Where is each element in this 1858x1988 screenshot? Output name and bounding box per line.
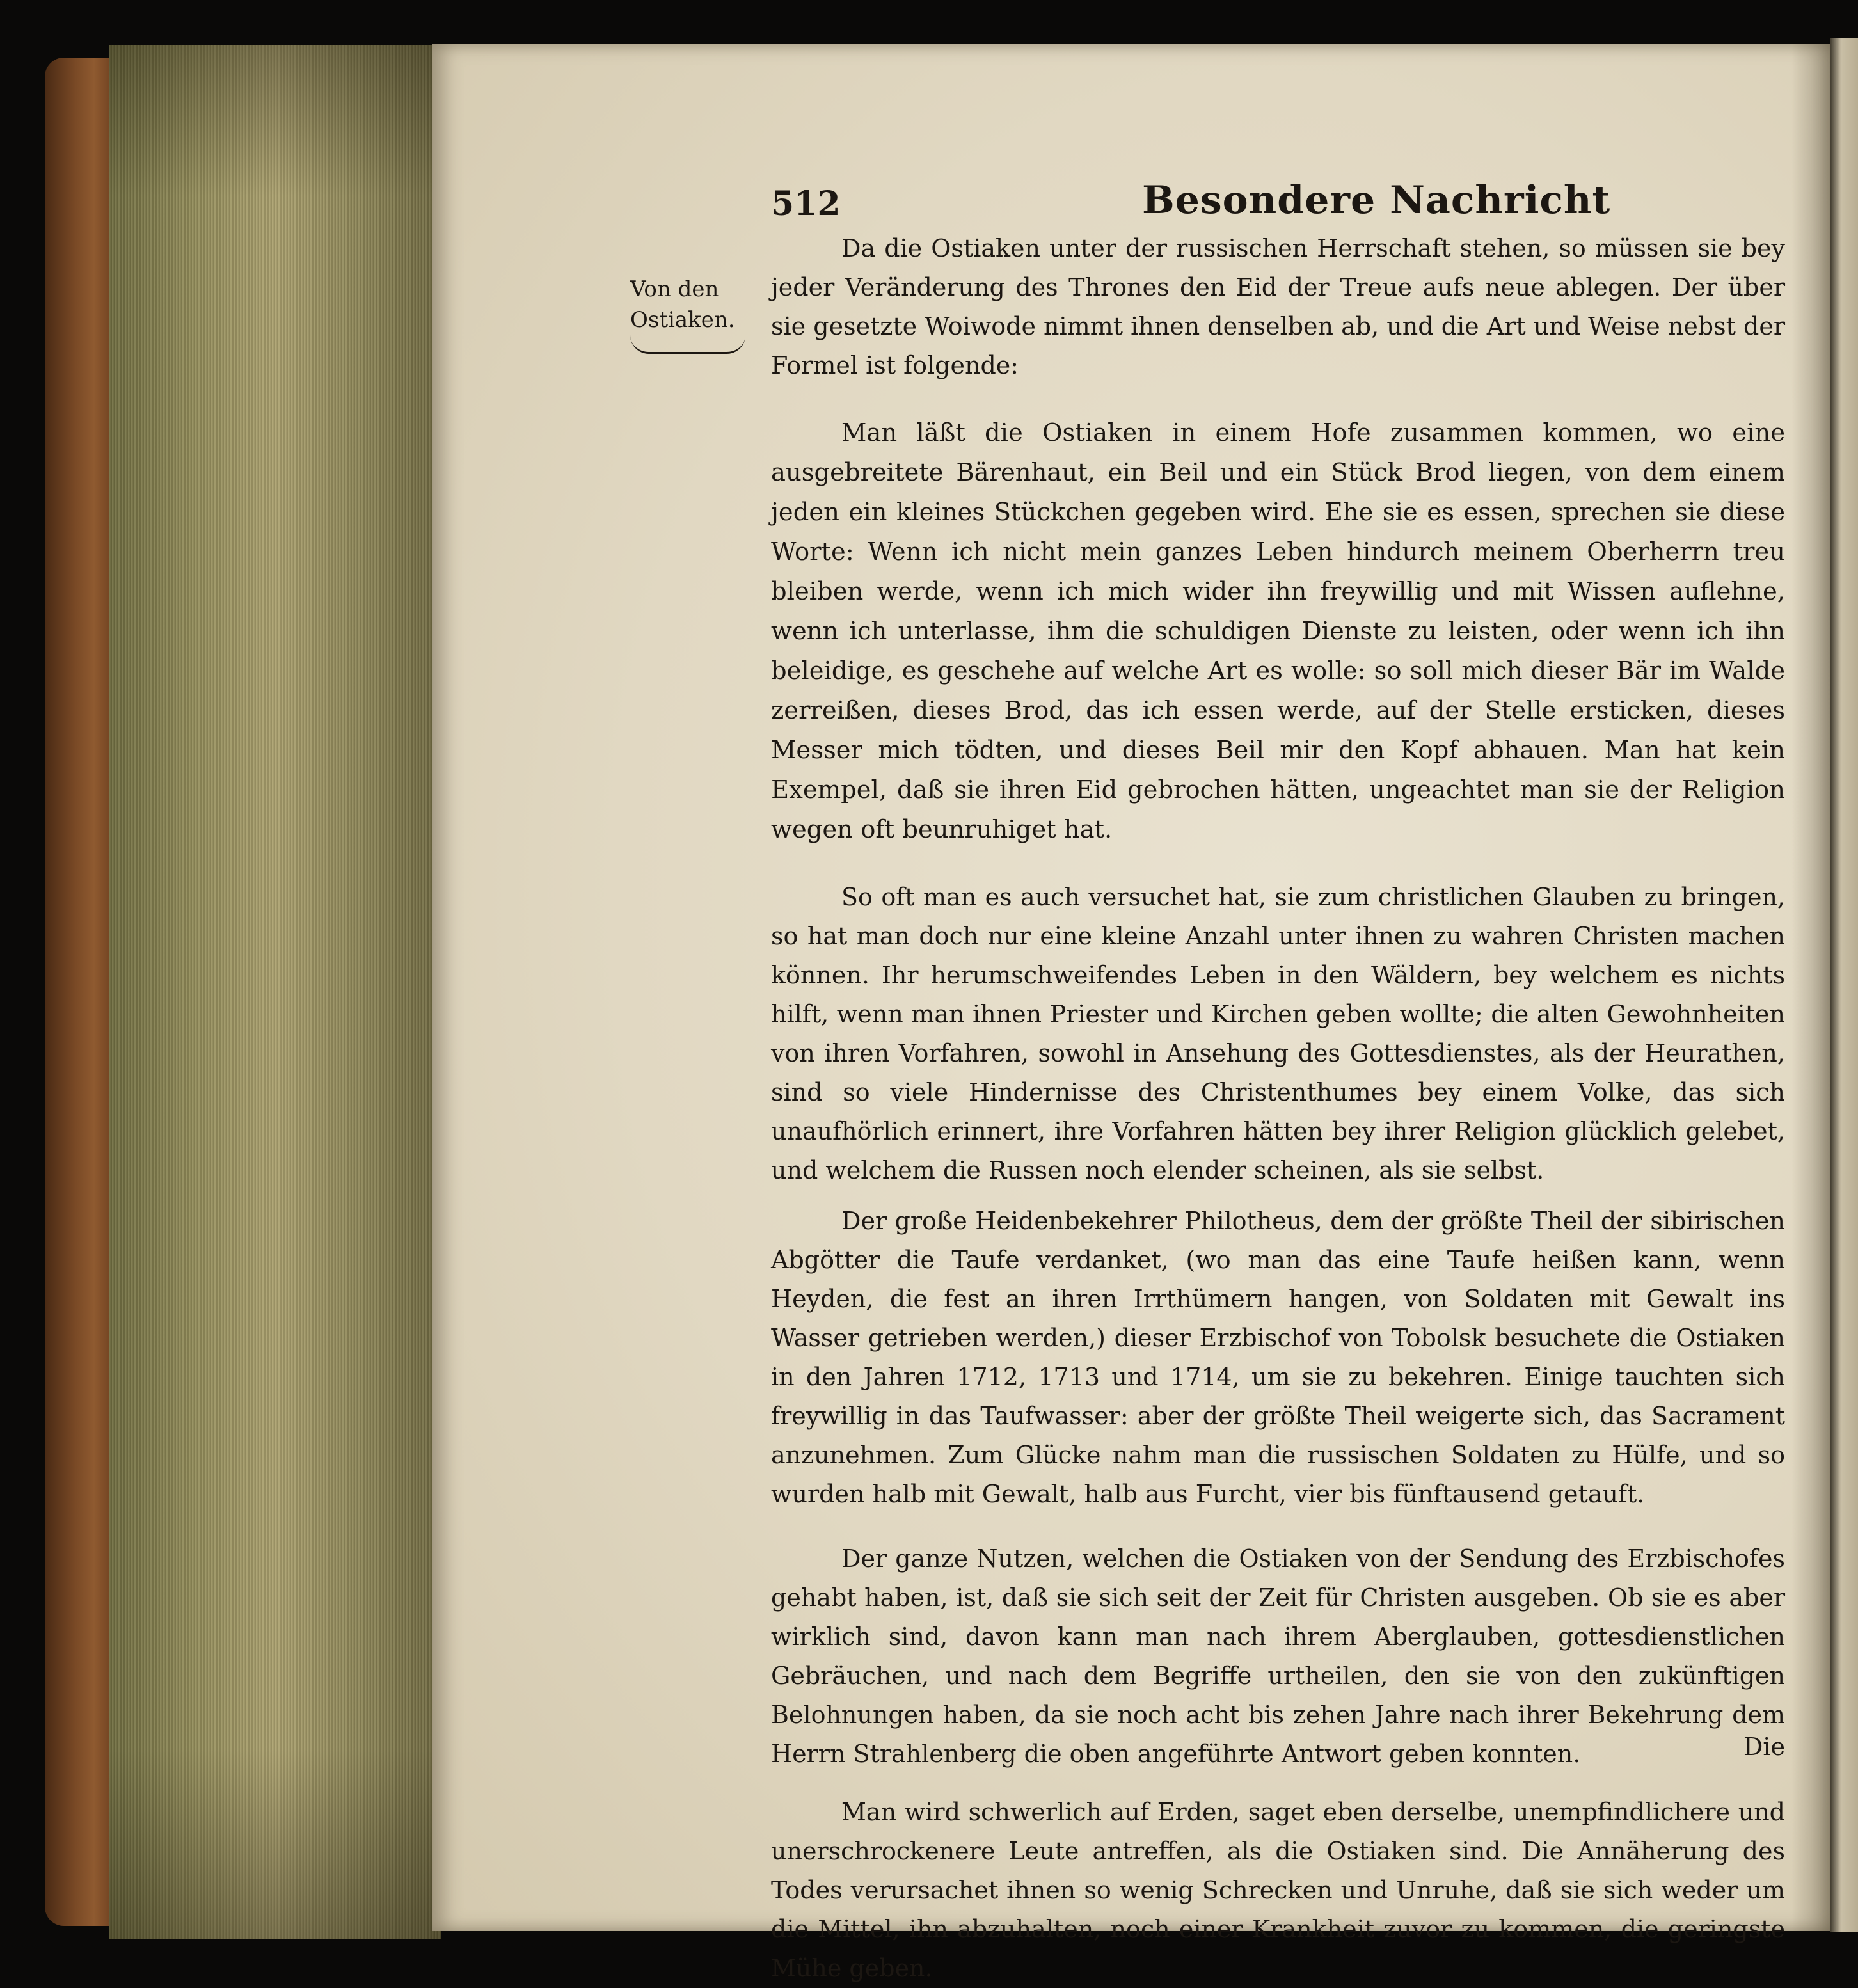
paragraph-3: So oft man es auch versuchet hat, sie zum christlichen Glauben zu bringen, so hat man doch nur eine kleine Anzahl unter ihnen zu wahren Christen machen können. Ihr herumschweifendes Leben in den Wäldern, bey welchem es nichts hilft, wenn man ihnen Priester und Kirchen geben wollte; die alten Gewohnheiten von ihren Vorfahren, sowohl in Ansehung des Gottesdienstes, als der Heurathen, sind so viele Hindernisse des Christenthumes bey einem Volke, das sich unaufhörlich erinnert, ihre Vorfahren hätten bey ihrer Religion glücklich gelebet, und welchem die Russen noch elender scheinen, als sie selbst.	[771, 883, 1785, 1184]
margin-note	[630, 274, 752, 354]
paragraph-6: Man wird schwerlich auf Erden, saget eben derselbe, unempfindlichere und unerschrockenere Leute antreffen, als die Ostiaken sind. Die Annäherung des Todes verursachet ihnen so wenig Schrecken und Unruhe, daß sie sich weder um die Mittel, ihn abzuhalten, noch einer Krankheit zuvor zu kommen, die geringste Mühe geben.	[771, 1798, 1785, 1982]
running-title: Besondere Nachricht	[1142, 178, 1611, 223]
page-gutter-shadow	[1791, 44, 1830, 1931]
page-number: 512	[771, 184, 841, 223]
text-block	[771, 171, 1785, 1988]
paragraph-4: Der große Heidenbekehrer Philotheus, dem der größte Theil der sibirischen Abgötter die Taufe verdanket, (wo man das eine Taufe heißen kann, wenn Heyden, die fest an ihren Irrthümern hangen, von Soldaten mit Gewalt ins Wasser getrieben werden,) dieser Erzbischof von Tobolsk besuchete die Ostiaken in den Jahren 1712, 1713 und 1714, um sie zu bekehren. Einige tauchten sich freywillig in das Taufwasser: aber der größte Theil weigerte sich, das Sacrament anzunehmen. Zum Glücke nahm man die russischen Soldaten zu Hülfe, und so wurden halb mit Gewalt, halb aus Furcht, vier bis fünftausend getauft.	[771, 1207, 1785, 1508]
page-edges	[109, 45, 441, 1939]
paragraph-2: Man läßt die Ostiaken in einem Hofe zusammen kommen, wo eine ausgebreitete Bärenhaut, ein Beil und ein Stück Brod liegen, von dem einem jeden ein kleines Stückchen gegeben wird. Ehe sie es essen, sprechen sie diese Worte: Wenn ich nicht mein ganzes Leben hindurch meinem Oberherrn treu bleiben werde, wenn ich mich wider ihn freywillig und mit Wissen auflehne, wenn ich unterlasse, ihm die schuldigen Dienste zu leisten, oder wenn ich ihn beleidige, es geschehe auf welche Art es wolle: so soll mich dieser Bär im Walde zerreißen, dieses Brod, das ich essen werde, auf der Stelle ersticken, dieses Messer mich tödten, und dieses Beil mir den Kopf abhauen. Man hat kein Exempel, daß sie ihren Eid gebrochen hätten, ungeachtet man sie der Religion wegen oft beunruhiget hat.	[771, 418, 1785, 844]
page-header	[771, 171, 1785, 229]
facing-page-edge	[1830, 38, 1858, 1932]
margin-note-text: Von den Ostiaken.	[630, 276, 735, 333]
margin-note-brace	[630, 335, 745, 354]
paragraph-1: Da die Ostiaken unter der russischen Herrschaft stehen, so müssen sie bey jeder Veränderung des Thrones den Eid der Treue aufs neue ablegen. Der über sie gesetzte Woiwode nimmt ihnen denselben ab, und die Art und Weise nebst der Formel ist folgende:	[771, 234, 1785, 379]
printed-page	[432, 44, 1830, 1982]
paragraph-5: Der ganze Nutzen, welchen die Ostiaken von der Sendung des Erzbischofes gehabt haben, ist, daß sie sich seit der Zeit für Christen ausgeben. Ob sie es aber wirklich sind, davon kann man nach ihrem Aberglauben, gottesdienstlichen Gebräuchen, und nach dem Begriffe urtheilen, den sie von den zukünftigen Belohnungen haben, da sie noch acht bis zehen Jahre nach ihrer Bekehrung dem Herrn Strahlenberg die oben angeführte Antwort geben konnten.	[771, 1545, 1785, 1768]
catchword: Die	[1743, 1733, 1785, 1761]
